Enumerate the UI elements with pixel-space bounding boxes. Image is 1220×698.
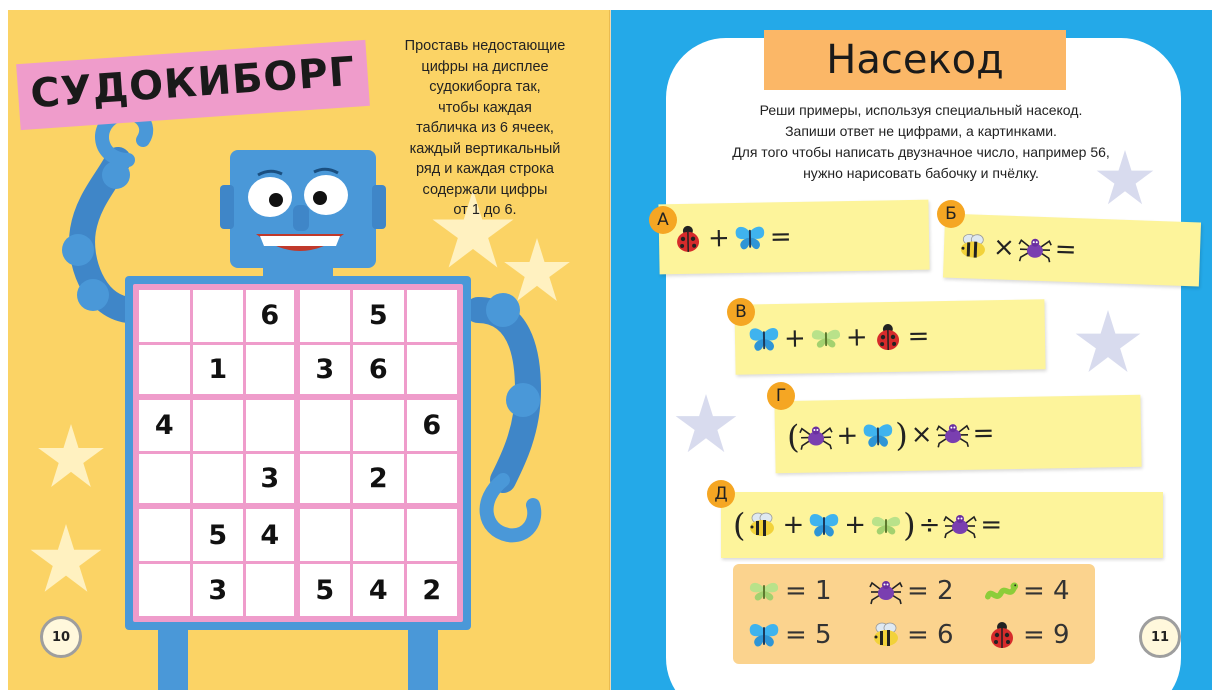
sudoku-cell[interactable]: 4: [353, 564, 404, 616]
operator: =: [972, 418, 995, 449]
legend-value: = 4: [1023, 576, 1070, 606]
operator: +: [707, 223, 731, 254]
operator: +: [845, 322, 868, 353]
problem-a-card: [658, 200, 929, 275]
instruction-line: Для того чтобы написать двузначное число, например 56,: [732, 144, 1110, 160]
instruction-line: нужно нарисовать бабочку и пчёлку.: [803, 165, 1039, 181]
bee-icon: [745, 511, 779, 539]
sudoku-cell[interactable]: 1: [193, 345, 244, 394]
sudoku-cell[interactable]: 5: [353, 290, 404, 342]
parenthesis: ): [903, 506, 916, 544]
operator: +: [836, 420, 859, 452]
sudoku-cell[interactable]: [139, 345, 190, 394]
sudoku-cell[interactable]: 5: [193, 509, 244, 561]
sudoku-cell[interactable]: 2: [353, 454, 404, 503]
operator: ÷: [918, 510, 941, 540]
bee-icon: [869, 621, 903, 649]
page-title: СУДОКИБОРГ: [28, 48, 357, 118]
sudoku-cell[interactable]: [139, 509, 190, 561]
sudoku-grid: [139, 290, 457, 616]
sudoku-cell[interactable]: [193, 400, 244, 452]
operator: =: [907, 321, 930, 352]
sudoku-cell[interactable]: 5: [300, 564, 351, 616]
sudoku-cell[interactable]: [246, 564, 294, 616]
sudoku-cell[interactable]: 2: [407, 564, 458, 616]
sudoku-cell[interactable]: 3: [246, 454, 294, 503]
sudoku-cell[interactable]: [353, 400, 404, 452]
legend-item: [869, 576, 954, 606]
right-page: [611, 10, 1212, 690]
sudoku-cell[interactable]: [246, 400, 294, 452]
problem-letter-badge: Б: [937, 200, 965, 228]
problem-letter-badge: А: [649, 206, 677, 234]
sudoku-cell[interactable]: [300, 400, 351, 452]
operator: =: [769, 222, 792, 253]
sudoku-cell[interactable]: [139, 564, 190, 616]
page-number: 10: [40, 616, 82, 658]
star-icon: [673, 394, 739, 454]
legend-item: [985, 620, 1070, 650]
sudoku-cell[interactable]: 4: [139, 400, 190, 452]
left-page: [8, 10, 610, 690]
problem-b-card: [943, 214, 1201, 287]
operator: +: [844, 510, 867, 540]
moth-icon: [747, 577, 781, 605]
problem-d-card: [721, 492, 1163, 558]
legend-value: = 9: [1023, 620, 1070, 650]
butterfly-icon: [733, 223, 767, 252]
sudoku-cell[interactable]: [407, 454, 458, 503]
sudoku-cell[interactable]: [139, 290, 190, 342]
instruction-line: Проставь недостающие: [404, 38, 566, 54]
legend-value: = 1: [785, 576, 832, 606]
instruction-line: каждый вертикальный: [409, 140, 561, 157]
instruction-line: табличка из 6 ячеек,: [416, 120, 554, 136]
sudoku-cell[interactable]: [300, 509, 351, 561]
parenthesis: (: [786, 417, 800, 456]
legend-value: = 6: [907, 620, 954, 650]
instruction-line: Запиши ответ не цифрами, а картинками.: [785, 123, 1057, 139]
butterfly-icon: [861, 421, 895, 450]
sudoku-border: [133, 284, 463, 622]
bee-icon: [956, 232, 991, 261]
instruction-line: цифры на дисплее: [421, 58, 549, 75]
spider-icon: [1017, 234, 1052, 263]
sudoku-cell[interactable]: [407, 290, 458, 342]
problem-g-card: [774, 395, 1141, 473]
sudoku-cell[interactable]: 4: [246, 509, 294, 561]
legend-value: = 2: [907, 576, 954, 606]
sudoku-cell[interactable]: 6: [407, 400, 458, 452]
butterfly-icon: [807, 511, 841, 539]
butterfly-icon: [747, 325, 781, 354]
operator: ×: [992, 232, 1016, 263]
star-icon: [1073, 310, 1143, 374]
insect-code-instructions: [671, 100, 1171, 184]
spider-icon: [943, 511, 977, 539]
spider-icon: [869, 577, 903, 605]
spider-icon: [799, 422, 833, 451]
sudoku-cell[interactable]: 6: [353, 345, 404, 394]
problem-v-card: [734, 299, 1045, 374]
legend-item: [869, 620, 954, 650]
sudoku-cell[interactable]: [407, 345, 458, 394]
sudoku-display: [125, 276, 471, 630]
insect-code-title: Насекод: [764, 30, 1066, 90]
sudoku-cell[interactable]: [193, 454, 244, 503]
legend-item: [747, 576, 832, 606]
moth-icon: [869, 511, 903, 539]
snake-icon: [985, 577, 1019, 605]
legend-value: = 5: [785, 620, 832, 650]
ladybug-icon: [671, 225, 705, 254]
instruction-line: Реши примеры, используя специальный насекод.: [759, 102, 1083, 118]
sudoku-instructions: [380, 36, 590, 221]
operator: ×: [910, 419, 933, 450]
parenthesis: (: [733, 506, 746, 544]
operator: +: [783, 323, 807, 354]
moth-icon: [809, 324, 843, 353]
ladybug-icon: [870, 323, 904, 352]
sudoku-cell[interactable]: [246, 345, 294, 394]
problem-letter-badge: Г: [767, 382, 795, 410]
instruction-line: содержали цифры: [422, 181, 548, 198]
problem-letter-badge: Д: [707, 480, 735, 508]
operator: +: [782, 510, 805, 540]
instruction-line: от 1 до 6.: [453, 202, 517, 218]
instruction-line: чтобы каждая: [438, 99, 532, 116]
sudoku-cell[interactable]: [300, 454, 351, 503]
insect-code-legend: [733, 564, 1095, 664]
operator: =: [980, 510, 1003, 540]
spider-icon: [935, 420, 969, 449]
instruction-line: ряд и каждая строка: [416, 161, 554, 177]
sudoku-cell[interactable]: 3: [193, 564, 244, 616]
butterfly-icon: [747, 621, 781, 649]
problem-letter-badge: В: [727, 298, 755, 326]
sudoku-cell[interactable]: [193, 290, 244, 342]
sudoku-cell[interactable]: 3: [300, 345, 351, 394]
legend-item: [985, 576, 1070, 606]
sudoku-cell[interactable]: [353, 509, 404, 561]
parenthesis: ): [894, 415, 909, 455]
sudoku-cell[interactable]: 6: [246, 290, 294, 342]
legend-item: [747, 620, 832, 650]
instruction-line: судокиборга так,: [429, 79, 541, 95]
sudoku-cell[interactable]: [407, 509, 458, 561]
sudoku-cell[interactable]: [300, 290, 351, 342]
page-number: 11: [1139, 616, 1181, 658]
ladybug-icon: [985, 621, 1019, 649]
operator: =: [1054, 234, 1078, 266]
sudoku-cell[interactable]: [139, 454, 190, 503]
